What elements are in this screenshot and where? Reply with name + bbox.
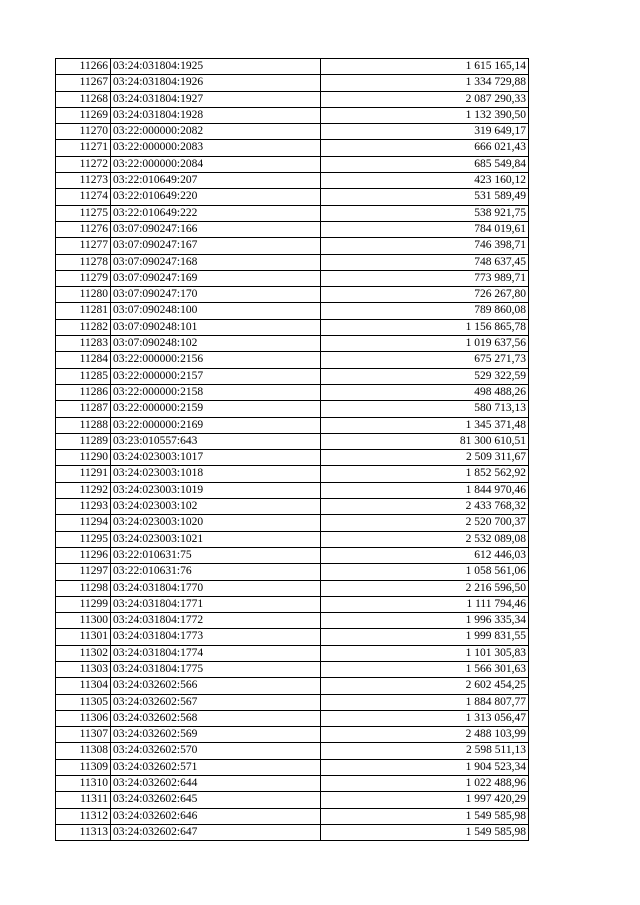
cadastral-number-cell: 03:24:031804:1927 xyxy=(111,91,321,107)
table-row xyxy=(56,499,529,515)
cadastral-value-cell: 529 322,59 xyxy=(321,368,529,384)
cadastral-value-cell: 1 156 865,78 xyxy=(321,319,529,335)
cadastral-number-cell: 03:24:032602:571 xyxy=(111,759,321,775)
cadastral-number-cell: 03:22:000000:2156 xyxy=(111,352,321,368)
table-body xyxy=(56,59,529,841)
cadastral-value-cell: 2 598 511,13 xyxy=(321,743,529,759)
table-row xyxy=(56,221,529,237)
row-number-cell: 11313 xyxy=(56,824,111,840)
cadastral-value-cell: 1 313 056,47 xyxy=(321,710,529,726)
cadastral-value-cell: 2 433 768,32 xyxy=(321,499,529,515)
cadastral-value-cell: 1 132 390,50 xyxy=(321,107,529,123)
row-number-cell: 11310 xyxy=(56,776,111,792)
row-number-cell: 11271 xyxy=(56,140,111,156)
cadastral-number-cell: 03:22:000000:2157 xyxy=(111,368,321,384)
cadastral-number-cell: 03:24:031804:1773 xyxy=(111,629,321,645)
cadastral-value-cell: 423 160,12 xyxy=(321,173,529,189)
cadastral-value-cell: 1 996 335,34 xyxy=(321,613,529,629)
table-row xyxy=(56,580,529,596)
cadastral-value-cell: 685 549,84 xyxy=(321,156,529,172)
cadastral-value-cell: 1 101 305,83 xyxy=(321,645,529,661)
table-row xyxy=(56,613,529,629)
cadastral-value-cell: 1 844 970,46 xyxy=(321,482,529,498)
table-row xyxy=(56,205,529,221)
cadastral-number-cell: 03:24:031804:1926 xyxy=(111,75,321,91)
row-number-cell: 11283 xyxy=(56,336,111,352)
cadastral-number-cell: 03:24:031804:1774 xyxy=(111,645,321,661)
row-number-cell: 11273 xyxy=(56,173,111,189)
table-row xyxy=(56,189,529,205)
table-row xyxy=(56,287,529,303)
cadastral-value-cell: 1 019 637,56 xyxy=(321,336,529,352)
row-number-cell: 11298 xyxy=(56,580,111,596)
row-number-cell: 11292 xyxy=(56,482,111,498)
row-number-cell: 11312 xyxy=(56,808,111,824)
cadastral-number-cell: 03:24:031804:1771 xyxy=(111,596,321,612)
cadastral-value-cell: 531 589,49 xyxy=(321,189,529,205)
cadastral-number-cell: 03:07:090247:170 xyxy=(111,287,321,303)
table-row xyxy=(56,531,529,547)
table-row xyxy=(56,384,529,400)
cadastral-number-cell: 03:24:032602:646 xyxy=(111,808,321,824)
cadastral-number-cell: 03:22:000000:2159 xyxy=(111,401,321,417)
cadastral-number-cell: 03:22:010649:222 xyxy=(111,205,321,221)
row-number-cell: 11290 xyxy=(56,450,111,466)
cadastral-number-cell: 03:24:032602:566 xyxy=(111,678,321,694)
row-number-cell: 11284 xyxy=(56,352,111,368)
cadastral-value-cell: 1 852 562,92 xyxy=(321,466,529,482)
cadastral-value-cell: 498 488,26 xyxy=(321,384,529,400)
table-row xyxy=(56,270,529,286)
cadastral-number-cell: 03:07:090247:166 xyxy=(111,221,321,237)
cadastral-number-cell: 03:22:000000:2158 xyxy=(111,384,321,400)
table-row xyxy=(56,727,529,743)
row-number-cell: 11285 xyxy=(56,368,111,384)
cadastral-number-cell: 03:24:023003:102 xyxy=(111,499,321,515)
table-row xyxy=(56,596,529,612)
row-number-cell: 11286 xyxy=(56,384,111,400)
cadastral-value-cell: 1 884 807,77 xyxy=(321,694,529,710)
row-number-cell: 11311 xyxy=(56,792,111,808)
cadastral-number-cell: 03:22:000000:2082 xyxy=(111,124,321,140)
row-number-cell: 11301 xyxy=(56,629,111,645)
table-row xyxy=(56,710,529,726)
cadastral-value-cell: 81 300 610,51 xyxy=(321,433,529,449)
table-row xyxy=(56,694,529,710)
cadastral-number-cell: 03:24:023003:1017 xyxy=(111,450,321,466)
cadastral-number-cell: 03:24:023003:1020 xyxy=(111,515,321,531)
row-number-cell: 11276 xyxy=(56,221,111,237)
row-number-cell: 11270 xyxy=(56,124,111,140)
row-number-cell: 11289 xyxy=(56,433,111,449)
row-number-cell: 11267 xyxy=(56,75,111,91)
table-row xyxy=(56,124,529,140)
cadastral-number-cell: 03:24:032602:647 xyxy=(111,824,321,840)
cadastral-number-cell: 03:24:032602:645 xyxy=(111,792,321,808)
row-number-cell: 11272 xyxy=(56,156,111,172)
cadastral-number-cell: 03:24:032602:644 xyxy=(111,776,321,792)
table-row xyxy=(56,433,529,449)
table-row xyxy=(56,808,529,824)
cadastral-number-cell: 03:24:032602:567 xyxy=(111,694,321,710)
cadastral-number-cell: 03:23:010557:643 xyxy=(111,433,321,449)
row-number-cell: 11287 xyxy=(56,401,111,417)
cadastral-number-cell: 03:24:031804:1770 xyxy=(111,580,321,596)
cadastral-value-cell: 2 509 311,67 xyxy=(321,450,529,466)
row-number-cell: 11269 xyxy=(56,107,111,123)
table-row xyxy=(56,140,529,156)
row-number-cell: 11309 xyxy=(56,759,111,775)
cadastral-value-cell: 1 334 729,88 xyxy=(321,75,529,91)
table-row xyxy=(56,776,529,792)
row-number-cell: 11306 xyxy=(56,710,111,726)
row-number-cell: 11300 xyxy=(56,613,111,629)
cadastral-number-cell: 03:24:031804:1925 xyxy=(111,59,321,75)
cadastral-value-cell: 2 216 596,50 xyxy=(321,580,529,596)
row-number-cell: 11280 xyxy=(56,287,111,303)
cadastral-number-cell: 03:22:010649:220 xyxy=(111,189,321,205)
cadastral-value-cell: 1 111 794,46 xyxy=(321,596,529,612)
cadastral-value-cell: 1 566 301,63 xyxy=(321,661,529,677)
row-number-cell: 11302 xyxy=(56,645,111,661)
cadastral-number-cell: 03:07:090248:101 xyxy=(111,319,321,335)
row-number-cell: 11296 xyxy=(56,547,111,563)
table-row xyxy=(56,336,529,352)
table-row xyxy=(56,564,529,580)
cadastral-number-cell: 03:24:031804:1772 xyxy=(111,613,321,629)
table-row xyxy=(56,743,529,759)
row-number-cell: 11266 xyxy=(56,59,111,75)
cadastral-value-cell: 1 904 523,34 xyxy=(321,759,529,775)
table-row xyxy=(56,91,529,107)
cadastral-number-cell: 03:07:090247:168 xyxy=(111,254,321,270)
row-number-cell: 11281 xyxy=(56,303,111,319)
row-number-cell: 11277 xyxy=(56,238,111,254)
table-row xyxy=(56,254,529,270)
cadastral-value-cell: 789 860,08 xyxy=(321,303,529,319)
table-row xyxy=(56,368,529,384)
cadastral-number-cell: 03:24:031804:1775 xyxy=(111,661,321,677)
cadastral-number-cell: 03:07:090247:167 xyxy=(111,238,321,254)
row-number-cell: 11274 xyxy=(56,189,111,205)
table-row xyxy=(56,107,529,123)
cadastral-number-cell: 03:22:010631:75 xyxy=(111,547,321,563)
table-row xyxy=(56,450,529,466)
cadastral-value-cell: 1 549 585,98 xyxy=(321,824,529,840)
cadastral-value-cell: 726 267,80 xyxy=(321,287,529,303)
cadastral-number-cell: 03:24:023003:1021 xyxy=(111,531,321,547)
cadastral-value-cell: 1 022 488,96 xyxy=(321,776,529,792)
cadastral-number-cell: 03:22:010649:207 xyxy=(111,173,321,189)
row-number-cell: 11294 xyxy=(56,515,111,531)
table-row xyxy=(56,59,529,75)
row-number-cell: 11299 xyxy=(56,596,111,612)
cadastral-value-cell: 2 602 454,25 xyxy=(321,678,529,694)
row-number-cell: 11279 xyxy=(56,270,111,286)
cadastral-number-cell: 03:24:032602:568 xyxy=(111,710,321,726)
cadastral-number-cell: 03:22:010631:76 xyxy=(111,564,321,580)
table-row xyxy=(56,319,529,335)
row-number-cell: 11303 xyxy=(56,661,111,677)
table-row xyxy=(56,303,529,319)
row-number-cell: 11307 xyxy=(56,727,111,743)
cadastral-number-cell: 03:07:090248:100 xyxy=(111,303,321,319)
cadastral-value-cell: 319 649,17 xyxy=(321,124,529,140)
cadastral-number-cell: 03:22:000000:2083 xyxy=(111,140,321,156)
cadastral-number-cell: 03:24:023003:1019 xyxy=(111,482,321,498)
table-row xyxy=(56,352,529,368)
table-row xyxy=(56,629,529,645)
cadastral-value-cell: 675 271,73 xyxy=(321,352,529,368)
table-row xyxy=(56,238,529,254)
table-row xyxy=(56,417,529,433)
cadastral-value-cell: 538 921,75 xyxy=(321,205,529,221)
row-number-cell: 11278 xyxy=(56,254,111,270)
row-number-cell: 11268 xyxy=(56,91,111,107)
row-number-cell: 11282 xyxy=(56,319,111,335)
cadastral-number-cell: 03:07:090248:102 xyxy=(111,336,321,352)
table-row xyxy=(56,645,529,661)
cadastral-number-cell: 03:24:032602:570 xyxy=(111,743,321,759)
row-number-cell: 11288 xyxy=(56,417,111,433)
table-row xyxy=(56,661,529,677)
cadastral-value-table xyxy=(55,58,529,841)
cadastral-value-cell: 612 446,03 xyxy=(321,547,529,563)
table-row xyxy=(56,824,529,840)
table-row xyxy=(56,156,529,172)
row-number-cell: 11297 xyxy=(56,564,111,580)
cadastral-number-cell: 03:07:090247:169 xyxy=(111,270,321,286)
table-row xyxy=(56,482,529,498)
cadastral-value-cell: 1 997 420,29 xyxy=(321,792,529,808)
table-row xyxy=(56,792,529,808)
table-row xyxy=(56,401,529,417)
row-number-cell: 11295 xyxy=(56,531,111,547)
cadastral-value-cell: 784 019,61 xyxy=(321,221,529,237)
cadastral-number-cell: 03:24:023003:1018 xyxy=(111,466,321,482)
cadastral-number-cell: 03:22:000000:2169 xyxy=(111,417,321,433)
row-number-cell: 11293 xyxy=(56,499,111,515)
table-row xyxy=(56,678,529,694)
cadastral-value-cell: 580 713,13 xyxy=(321,401,529,417)
cadastral-number-cell: 03:22:000000:2084 xyxy=(111,156,321,172)
row-number-cell: 11275 xyxy=(56,205,111,221)
row-number-cell: 11305 xyxy=(56,694,111,710)
cadastral-value-cell: 746 398,71 xyxy=(321,238,529,254)
row-number-cell: 11308 xyxy=(56,743,111,759)
cadastral-value-cell: 773 989,71 xyxy=(321,270,529,286)
cadastral-value-cell: 666 021,43 xyxy=(321,140,529,156)
table-row xyxy=(56,466,529,482)
cadastral-value-cell: 2 520 700,37 xyxy=(321,515,529,531)
row-number-cell: 11291 xyxy=(56,466,111,482)
cadastral-value-cell: 2 532 089,08 xyxy=(321,531,529,547)
cadastral-value-cell: 1 345 371,48 xyxy=(321,417,529,433)
cadastral-value-cell: 748 637,45 xyxy=(321,254,529,270)
cadastral-number-cell: 03:24:032602:569 xyxy=(111,727,321,743)
row-number-cell: 11304 xyxy=(56,678,111,694)
cadastral-number-cell: 03:24:031804:1928 xyxy=(111,107,321,123)
cadastral-value-cell: 2 087 290,33 xyxy=(321,91,529,107)
table-row xyxy=(56,75,529,91)
cadastral-value-cell: 1 549 585,98 xyxy=(321,808,529,824)
cadastral-value-cell: 1 999 831,55 xyxy=(321,629,529,645)
cadastral-value-cell: 1 615 165,14 xyxy=(321,59,529,75)
cadastral-value-cell: 1 058 561,06 xyxy=(321,564,529,580)
table-row xyxy=(56,515,529,531)
table-row xyxy=(56,759,529,775)
table-row xyxy=(56,547,529,563)
cadastral-value-cell: 2 488 103,99 xyxy=(321,727,529,743)
table-row xyxy=(56,173,529,189)
